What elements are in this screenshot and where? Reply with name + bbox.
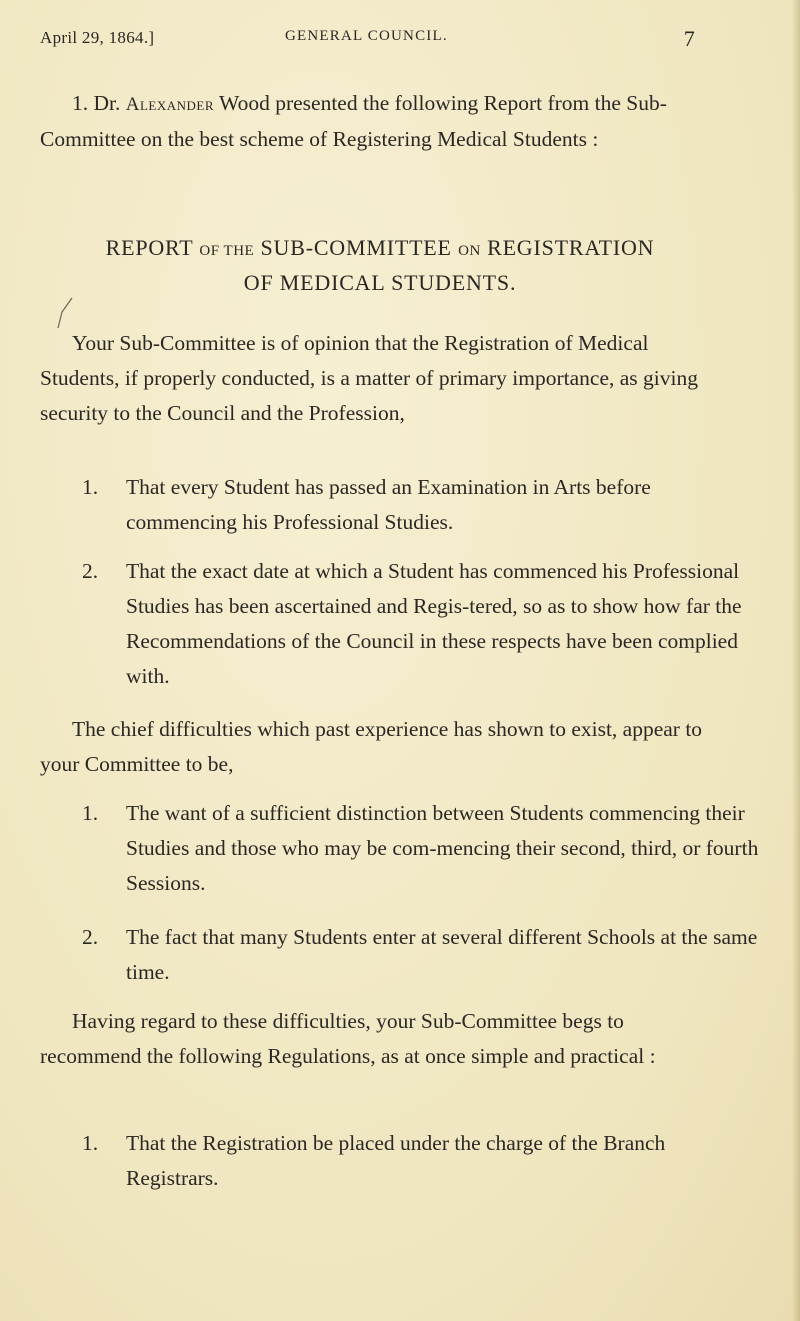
- pencil-mark: [56, 290, 76, 330]
- security-item-1: 1. That every Student has passed an Examination in Arts before commencing his Professional Studies.: [82, 475, 651, 534]
- page-number: 7: [683, 26, 695, 51]
- page-edge-shadow: [792, 0, 800, 1321]
- opinion-paragraph: Your Sub-Committee is of opinion that the Registration of Medical Students, if properly conducted, is a matter of primary importance, as giving security to the Council and the Profession,: [40, 331, 698, 425]
- intro-prefix: 1. Dr.: [72, 91, 121, 115]
- intro-paragraph: [40, 86, 720, 157]
- header-title: GENERAL COUNCIL.: [285, 28, 448, 44]
- report-title: [40, 232, 720, 299]
- report-title-line-1: REPORT OF THE SUB-COMMITTEE ON REGISTRATION: [105, 235, 655, 260]
- intro-name: Alexander: [125, 94, 215, 115]
- difficulty-item-1: 1. The want of a sufficient distinction between Students commencing their Studies and those who may be com-mencing their second, third, or fourth Sessions.: [82, 801, 759, 895]
- difficulty-item-2: 2. The fact that many Students enter at several different Schools at the same time.: [82, 925, 758, 984]
- recommend-intro: Having regard to these difficulties, your Sub-Committee begs to recommend the following Regulations, as at once simple and practical :: [40, 1009, 656, 1068]
- running-header: [40, 28, 695, 52]
- difficulties-intro: The chief difficulties which past experience has shown to exist, appear to your Committee to be,: [40, 717, 703, 776]
- report-title-line-2: OF MEDICAL STUDENTS.: [243, 270, 517, 295]
- header-date: April 29, 1864.]: [40, 28, 155, 47]
- regulation-item-1: 1. That the Registration be placed under the charge of the Branch Registrars.: [82, 1131, 666, 1190]
- security-item-2: 2. That the exact date at which a Student has commenced his Professional Studies has been ascertained and Regis-tered, so as to show how far the Recommendations of the Council in these respects have been complied with.: [82, 559, 742, 688]
- intro-text: Wood presented the following Report from the Sub-Committee on the best scheme of Registering Medical Students :: [40, 91, 667, 151]
